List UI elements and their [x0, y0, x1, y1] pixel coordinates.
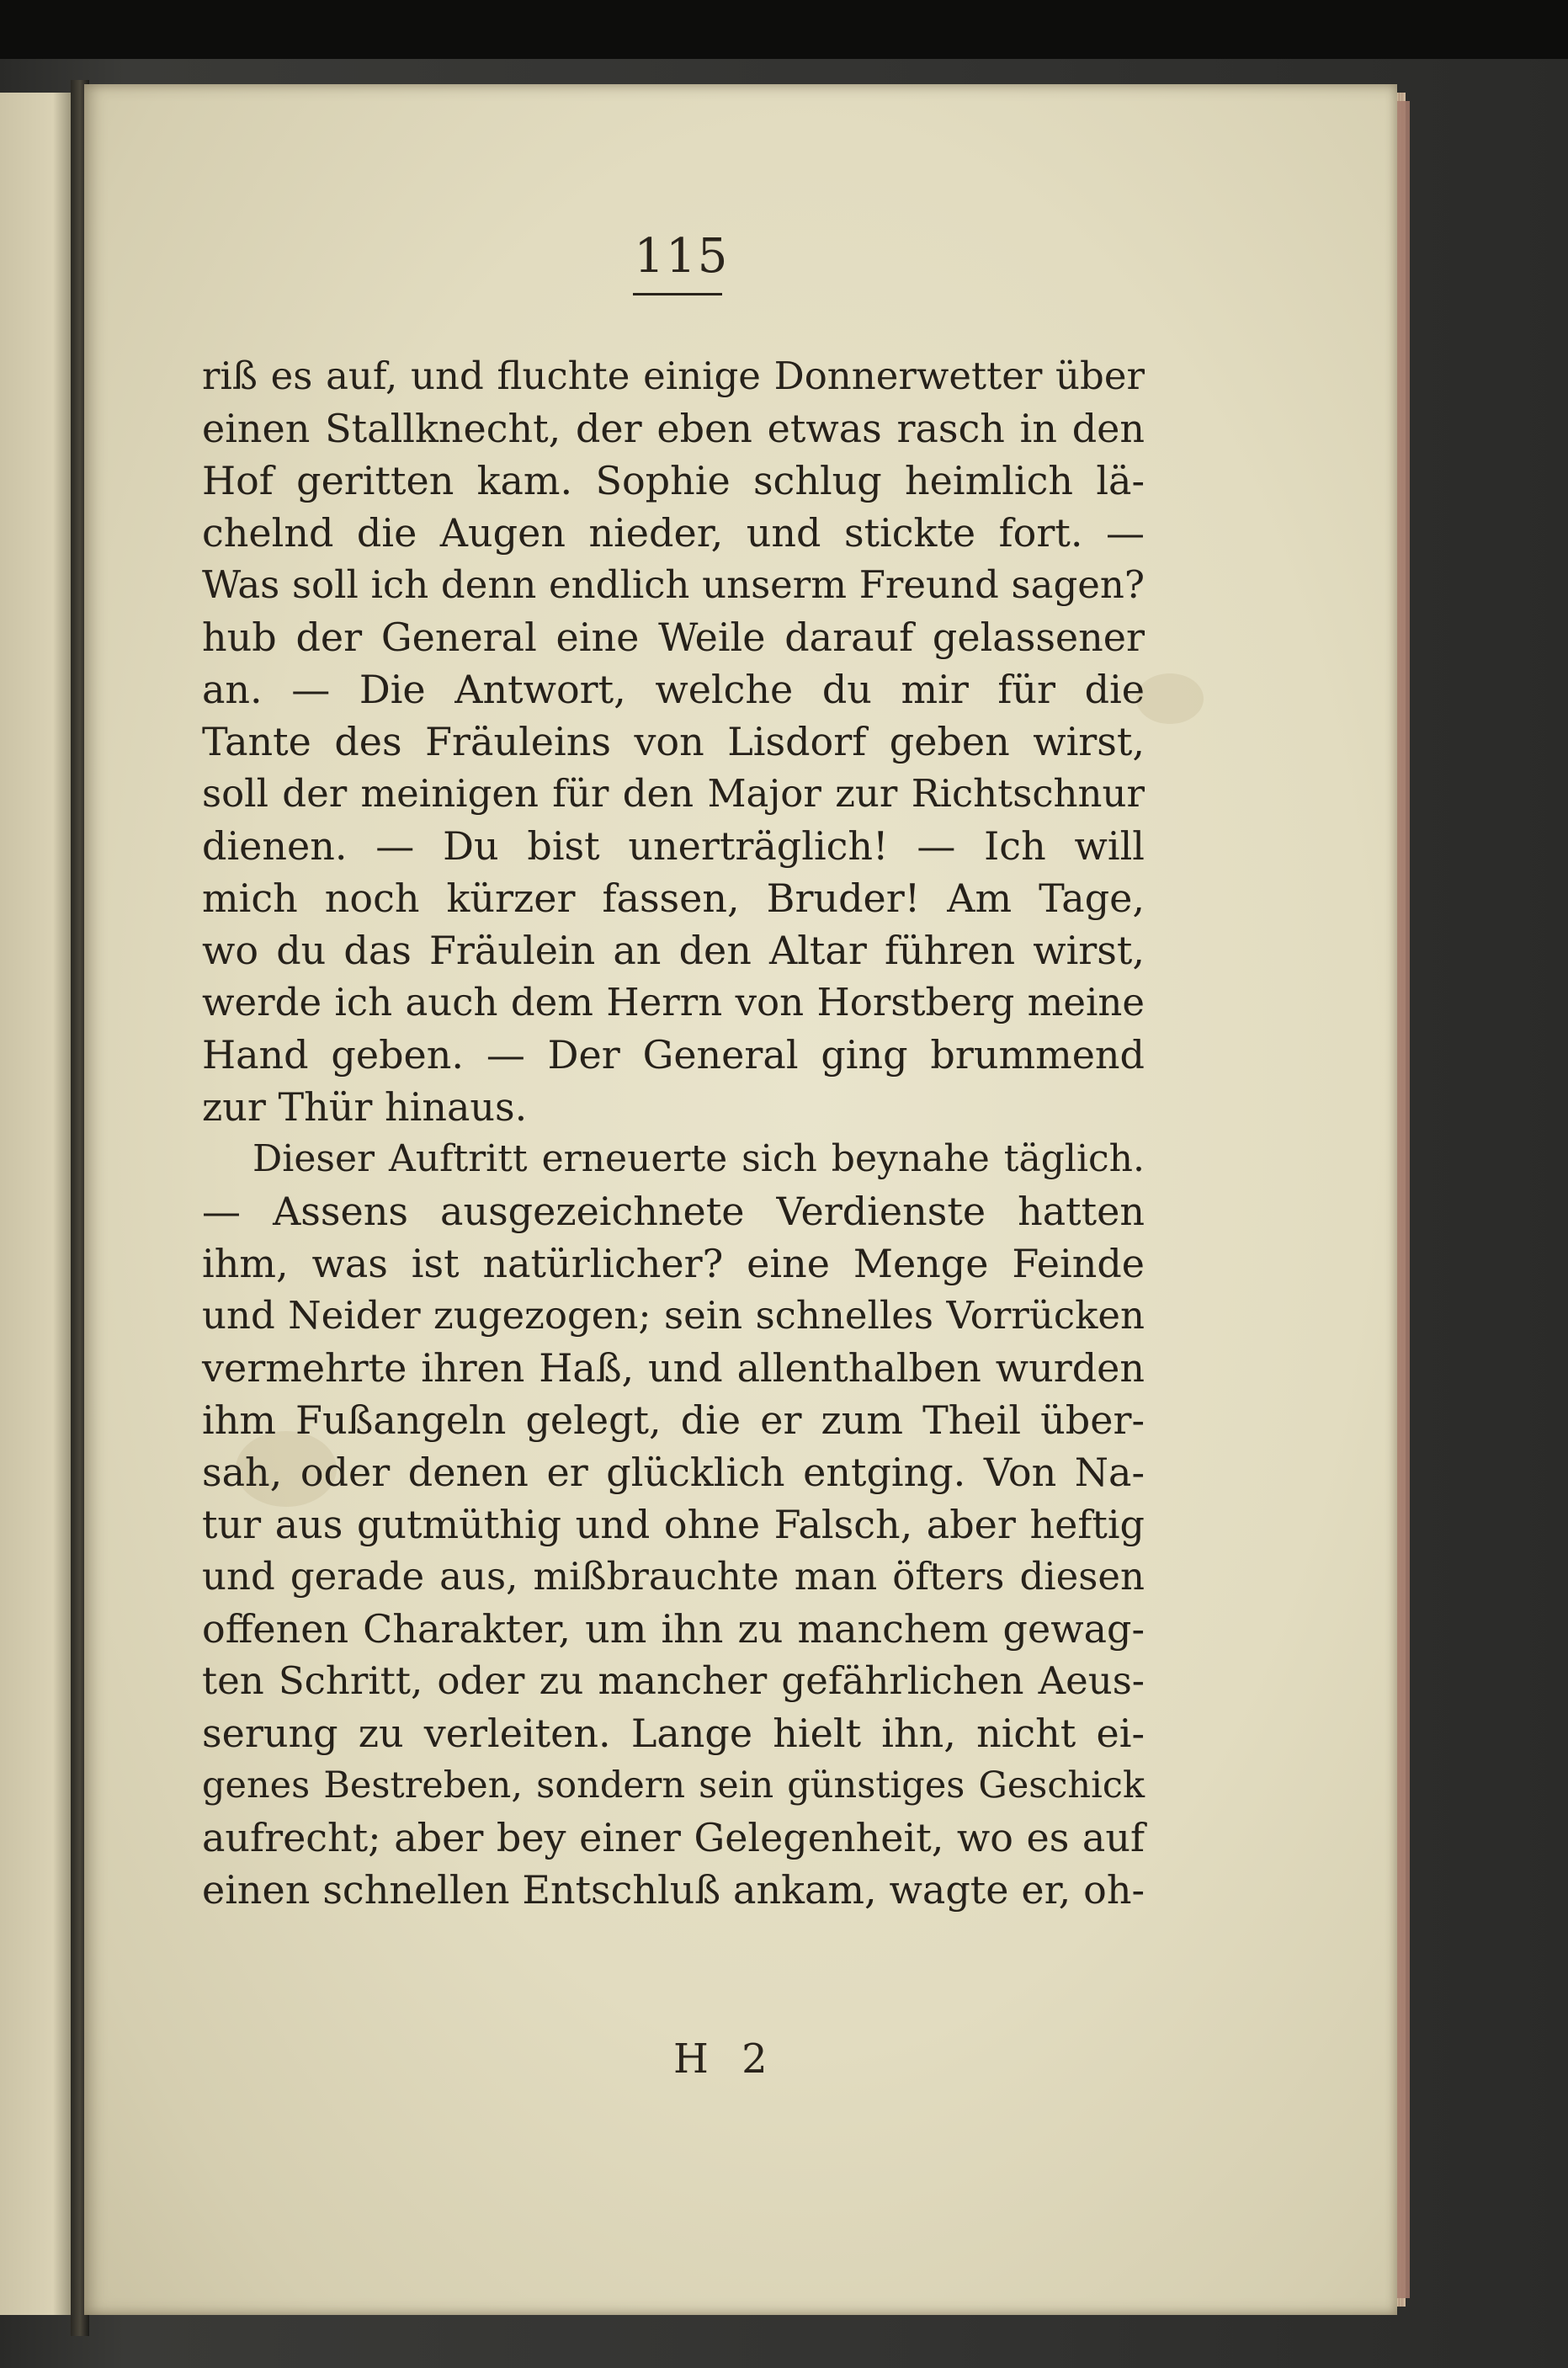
text-line: aufrecht; aber bey einer Gelegenheit, wo es auf: [202, 1815, 1145, 1860]
text-line: wo du das Fräulein an den Altar führen wirst,: [202, 928, 1145, 973]
paper-stain: [1136, 673, 1204, 724]
text-line: mich noch kürzer fassen, Bruder! Am Tage,: [202, 875, 1145, 921]
text-line: an. — Die Antwort, welche du mir für die: [202, 667, 1145, 712]
text-line: zur Thür hinaus.: [202, 1084, 528, 1130]
text-line: Hof geritten kam. Sophie schlug heimlich lä-: [202, 458, 1145, 503]
facing-page-edge: [0, 93, 76, 2315]
page-number: 115: [634, 229, 730, 284]
text-line: riß es auf, und fluchte einige Donnerwetter über: [202, 354, 1145, 398]
text-line: dienen. — Du bist unerträglich! — Ich will: [202, 823, 1145, 869]
text-line: Dieser Auftritt erneuerte sich beynahe täglich.: [252, 1137, 1145, 1180]
text-line: Hand geben. — Der General ging brummend: [202, 1032, 1145, 1078]
text-line: vermehrte ihren Haß, und allenthalben wurden: [202, 1345, 1145, 1391]
text-line: genes Bestreben, sondern sein günstiges Geschick: [202, 1764, 1145, 1807]
text-line: chelnd die Augen nieder, und stickte fort. —: [202, 510, 1145, 556]
text-line: hub der General eine Weile darauf gelassener: [202, 615, 1145, 660]
text-line: Tante des Fräuleins von Lisdorf geben wirst,: [202, 719, 1145, 764]
text-line: werde ich auch dem Herrn von Horstberg meine: [202, 980, 1145, 1024]
page-number-rule: [633, 293, 722, 295]
text-line: tur aus gutmüthig und ohne Falsch, aber heftig: [202, 1502, 1145, 1547]
text-line: und gerade aus, mißbrauchte man öfters diesen: [202, 1554, 1145, 1599]
text-line: — Assens ausgezeichnete Verdienste hatten: [202, 1189, 1145, 1234]
text-line: ihm, was ist natürlicher? eine Menge Feinde: [202, 1241, 1145, 1286]
text-line: sah, oder denen er glücklich entging. Von Na-: [202, 1450, 1145, 1495]
text-line: ihm Fußangeln gelegt, die er zum Theil über-: [202, 1397, 1145, 1443]
text-line: ten Schritt, oder zu mancher gefährlichen Aeus-: [202, 1658, 1145, 1703]
text-line: einen schnellen Entschluß ankam, wagte er, oh-: [202, 1867, 1145, 1913]
text-line: offenen Charakter, um ihn zu manchem gewag-: [202, 1606, 1145, 1652]
text-line: einen Stallknecht, der eben etwas rasch in den: [202, 406, 1145, 451]
text-line: soll der meinigen für den Major zur Richtschnur: [202, 771, 1145, 816]
signature-mark: H 2: [673, 2035, 778, 2083]
text-line: serung zu verleiten. Lange hielt ihn, nicht ei-: [202, 1711, 1145, 1756]
text-line: Was soll ich denn endlich unserm Freund sagen?: [202, 562, 1145, 607]
text-line: und Neider zugezogen; sein schnelles Vorrücken: [202, 1293, 1145, 1338]
